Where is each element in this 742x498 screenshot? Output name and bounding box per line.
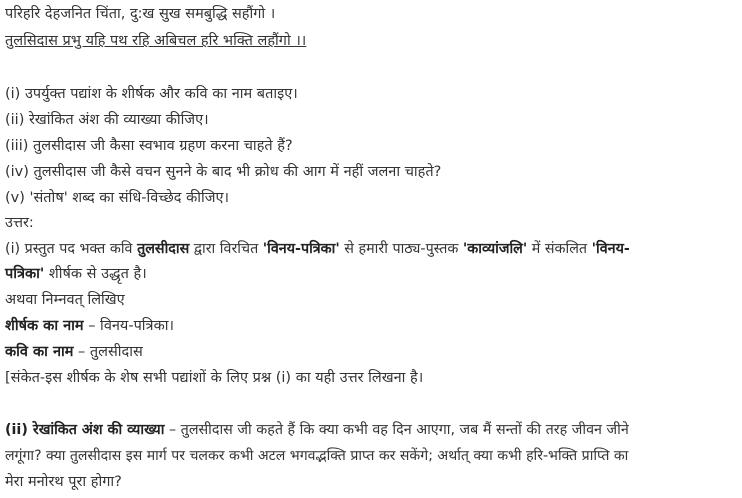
answer-2-line-2: लगूंगा? क्या तुलसीदास इस मार्ग पर चलकर कभी अटल भगवद्भक्ति प्राप्त कर सकेंगे; अर्थात् क्या कभी हरि-भक्ति प्राप्ति का: [5, 448, 629, 464]
title-label: शीर्षक का नाम: [5, 318, 84, 334]
textbook-name-bold: 'काव्यांजलि': [462, 241, 528, 257]
answer-text: शीर्षक से उद्धृत है।: [44, 266, 147, 282]
question-3: (iii) तुलसीदास जी कैसा स्वभाव ग्रहण करना चाहते हैं?: [5, 138, 293, 154]
question-1: (i) उपर्युक्त पद्यांश के शीर्षक और कवि का नाम बताइए।: [5, 86, 298, 102]
verse-line-1: [5, 4, 736, 24]
answer-text: द्वारा विरचित: [189, 241, 263, 257]
explanation-label: (ii) रेखांकित अंश की व्याख्या: [5, 422, 165, 438]
question-4: (iv) तुलसीदास जी कैसे वचन सुनने के बाद भी क्रोध की आग में नहीं जलना चाहते?: [5, 164, 442, 180]
underlined-verse-text: तुलसिदास प्रभु यहि पथ रहि अबिचल हरि भक्ति लहौंगो ।।: [5, 33, 307, 49]
answer-text: में संकलित: [527, 241, 592, 257]
poet-name-bold: तुलसीदास: [137, 241, 190, 257]
poet-value: – तुलसीदास: [73, 344, 143, 360]
poet-label: कवि का नाम: [5, 344, 74, 360]
answer-heading: उत्तर:: [5, 215, 34, 231]
book-name-bold: 'विनय-पत्रिका': [262, 241, 340, 257]
answer-1-line-1: [5, 239, 736, 259]
answer-text: से हमारी पाठ्य-पुस्तक: [339, 241, 463, 257]
title-value: – विनय-पत्रिका।: [83, 318, 174, 334]
answer-1-alt: अथवा निम्नवत् लिखिए: [5, 292, 125, 308]
verse-text: परिहरि देहजनित चिंता, दु:ख सुख समबुद्धि सहौंगो ।: [5, 6, 276, 22]
chapter-name-bold: 'विनय-: [591, 241, 630, 257]
answer-1-note: [संकेत-इस शीर्षक के शेष सभी पद्यांशों के लिए प्रश्न (i) का यही उत्तर लिखना है।: [5, 370, 424, 386]
question-5: (v) 'संतोष' शब्द का संधि-विच्छेद कीजिए।: [5, 190, 230, 206]
verse-line-2: [5, 31, 736, 51]
chapter-name-bold: पत्रिका': [5, 266, 45, 282]
answer-2-line-3: मेरा मनोरथ पूरा होगा?: [5, 474, 122, 490]
answer-text: – तुलसीदास जी कहते हैं कि क्या कभी वह दिन आएगा, जब मैं सन्तों की तरह जीवन जीने: [164, 422, 629, 438]
answer-text: (i) प्रस्तुत पद भक्त कवि: [5, 241, 138, 257]
answer-1-line-2: [5, 264, 736, 284]
answer-2-line-1: [5, 420, 736, 440]
poet-row: [5, 342, 736, 362]
question-2: (ii) रेखांकित अंश की व्याख्या कीजिए।: [5, 112, 209, 128]
title-row: [5, 316, 736, 336]
